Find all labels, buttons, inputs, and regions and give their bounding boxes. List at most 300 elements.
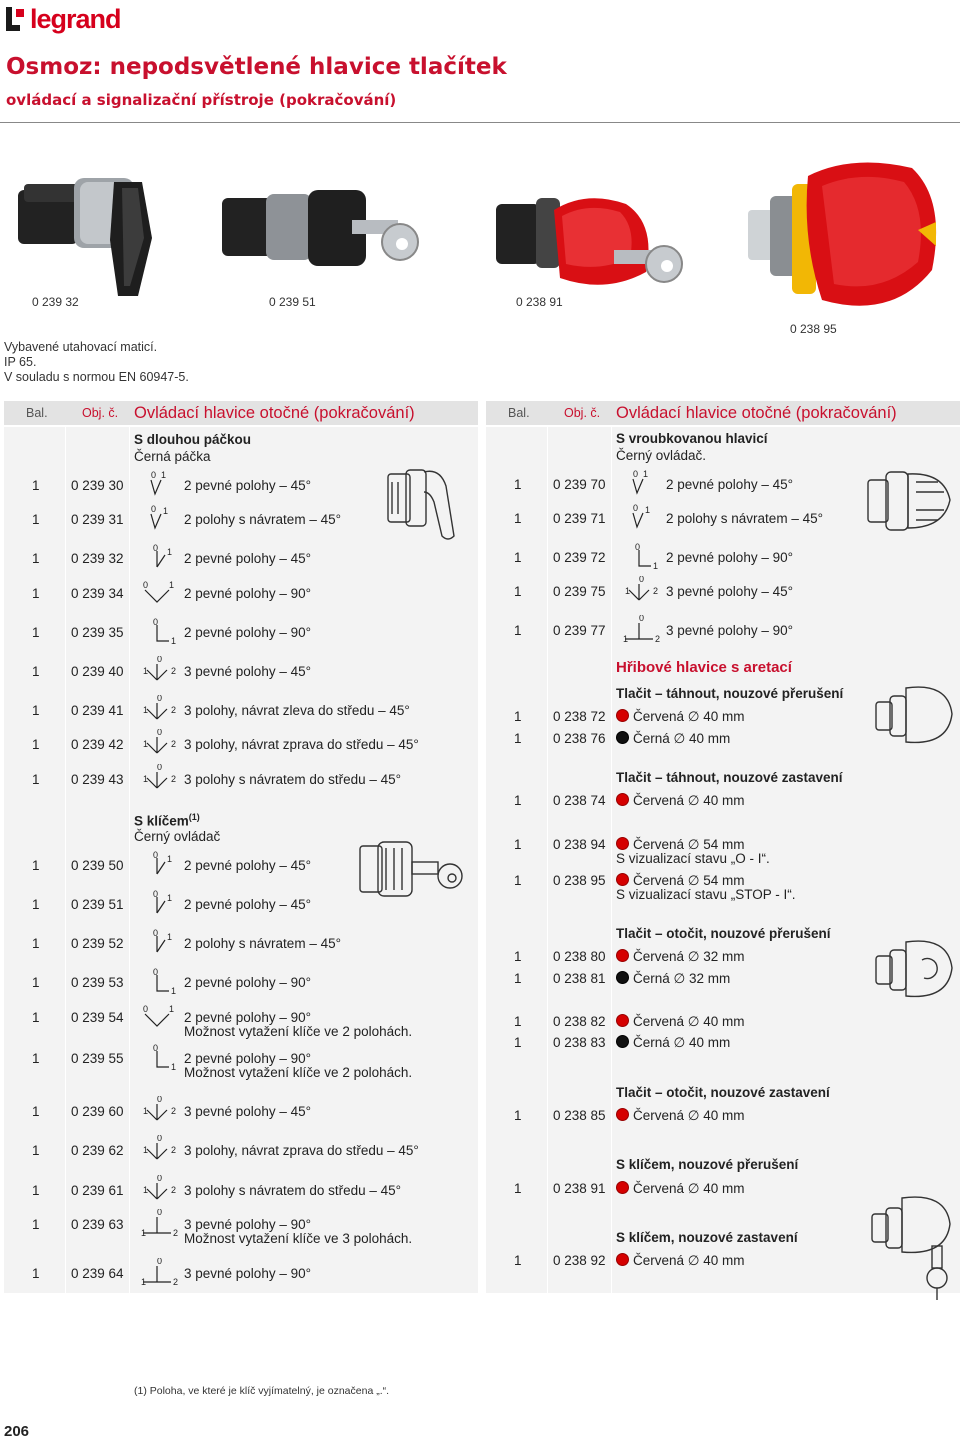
symbol-lines — [639, 550, 651, 566]
position-label: 1 — [143, 1145, 149, 1155]
position-symbol — [619, 542, 663, 570]
position-label: 1 — [143, 739, 149, 749]
row-description — [616, 731, 730, 747]
position-label: 0 — [153, 1043, 159, 1053]
position-label: 0 — [639, 615, 645, 623]
row-bal: 1 — [514, 1181, 522, 1196]
position-symbol — [137, 967, 181, 995]
row-description: 2 pevné polohy – 45° — [184, 551, 311, 566]
position-symbol — [137, 1135, 181, 1163]
position-label: 2 — [173, 1228, 179, 1237]
page-title: Osmoz: nepodsvětlené hlavice tlačítek — [6, 54, 507, 80]
col-separator — [65, 427, 66, 1293]
symbol-lines — [147, 664, 167, 680]
position-label: 0 — [153, 967, 159, 977]
row-bal: 1 — [514, 949, 522, 964]
row-code: 0 239 62 — [71, 1143, 124, 1158]
row-bal: 1 — [32, 858, 40, 873]
row-bal: 1 — [32, 478, 40, 493]
row-code: 0 239 55 — [71, 1051, 124, 1066]
position-label: 1 — [167, 893, 173, 903]
row-bal: 1 — [32, 772, 40, 787]
right-table-header — [486, 401, 960, 425]
photo-code-label: 0 239 32 — [32, 295, 79, 309]
row-bal: 1 — [514, 793, 522, 808]
mushroom-section-title: Hřibové hlavice s aretací — [616, 659, 792, 676]
row-description — [616, 971, 730, 987]
row-description: 2 pevné polohy – 90° — [666, 550, 793, 565]
row-bal: 1 — [32, 664, 40, 679]
row-bal: 1 — [514, 1253, 522, 1268]
red-dot-icon — [616, 873, 629, 886]
row-code: 0 238 85 — [553, 1108, 606, 1123]
row-description: 3 pevné polohy – 90° — [184, 1217, 311, 1232]
symbol-lines — [157, 975, 169, 991]
photo-code-label: 0 238 91 — [516, 295, 563, 309]
row-bal: 1 — [514, 971, 522, 986]
symbol-lines — [157, 551, 165, 567]
symbol-lines — [157, 936, 165, 952]
row-bal: 1 — [514, 1035, 522, 1050]
col-separator — [611, 427, 612, 1293]
row-bal: 1 — [514, 550, 522, 565]
legrand-logo-text: legrand — [30, 3, 121, 34]
position-label: 1 — [141, 1228, 147, 1237]
position-label: 1 — [645, 505, 651, 515]
row-bal: 1 — [32, 936, 40, 951]
row-description: 3 pevné polohy – 45° — [666, 584, 793, 599]
group-title: S klíčem, nouzové přerušení — [616, 1157, 799, 1172]
position-label: 1 — [167, 932, 173, 942]
drawing-mushroom-twist — [874, 934, 954, 1009]
position-symbol — [619, 615, 663, 643]
col-header-obj: Obj. č. — [82, 406, 119, 420]
row-description — [616, 1253, 745, 1269]
row-description-text: Červená ∅ 40 mm — [633, 1108, 745, 1123]
row-description-text: Červená ∅ 40 mm — [633, 1181, 745, 1196]
row-description: 3 polohy, návrat zprava do středu – 45° — [184, 1143, 419, 1158]
red-dot-icon — [616, 1253, 629, 1266]
row-code: 0 239 64 — [71, 1266, 124, 1281]
row-code: 0 238 92 — [553, 1253, 606, 1268]
intro-text — [4, 340, 189, 385]
group-title: Tlačit – otočit, nouzové zastavení — [616, 1085, 830, 1100]
row-code: 0 238 76 — [553, 731, 606, 746]
photo-code-label: 0 238 95 — [790, 322, 837, 336]
position-label: 1 — [143, 666, 149, 676]
symbol-lines — [157, 1051, 169, 1067]
row-bal: 1 — [32, 551, 40, 566]
row-bal: 1 — [32, 897, 40, 912]
row-bal: 1 — [32, 737, 40, 752]
row-description — [616, 949, 745, 965]
position-symbol — [619, 576, 663, 604]
position-label: 0 — [639, 576, 645, 584]
symbol-lines — [143, 1217, 171, 1233]
row-description: 3 pevné polohy – 45° — [184, 1104, 311, 1119]
position-symbol — [137, 889, 181, 917]
row-code: 0 239 70 — [553, 477, 606, 492]
position-symbol — [137, 470, 181, 498]
black-dot-icon — [616, 1035, 629, 1048]
row-code: 0 239 41 — [71, 703, 124, 718]
intro-line: Vybavené utahovací maticí. — [4, 340, 158, 354]
group-title: S dlouhou páčkou — [134, 432, 251, 447]
position-label: 1 — [167, 547, 173, 557]
product-photo-mushroom-54 — [742, 160, 942, 325]
position-label: 2 — [171, 705, 177, 715]
row-description-text: Černá ∅ 40 mm — [633, 731, 731, 746]
row-bal: 1 — [514, 837, 522, 852]
intro-line: V souladu s normou EN 60947-5. — [4, 370, 189, 384]
position-label: 2 — [653, 586, 659, 596]
row-description-text: Červená ∅ 32 mm — [633, 949, 745, 964]
product-photo-key — [222, 190, 422, 295]
col-separator — [129, 427, 130, 1293]
position-symbol — [137, 729, 181, 757]
drawing-mushroom-pushpull — [874, 680, 954, 755]
position-label: 1 — [653, 561, 659, 570]
drawing-knurled-head — [864, 466, 954, 541]
symbol-lines — [157, 858, 165, 874]
row-code: 0 239 75 — [553, 584, 606, 599]
position-symbol — [137, 764, 181, 792]
position-symbol — [137, 850, 181, 878]
row-code: 0 239 63 — [71, 1217, 124, 1232]
position-label: 0 — [153, 889, 159, 899]
position-label: 0 — [157, 764, 163, 772]
position-label: 0 — [633, 469, 639, 479]
row-code: 0 238 81 — [553, 971, 606, 986]
position-label: 1 — [161, 470, 167, 480]
row-description — [616, 1181, 745, 1197]
row-code: 0 239 40 — [71, 664, 124, 679]
symbol-lines — [145, 590, 169, 602]
row-description: 2 polohy s návratem – 45° — [184, 512, 341, 527]
red-dot-icon — [616, 1108, 629, 1121]
position-label: 1 — [623, 634, 629, 643]
position-label: 0 — [143, 580, 149, 590]
photo-code-label: 0 239 51 — [269, 295, 316, 309]
row-description — [616, 1035, 730, 1051]
row-bal: 1 — [32, 1010, 40, 1025]
position-label: 1 — [169, 580, 175, 590]
row-bal: 1 — [514, 873, 522, 888]
red-dot-icon — [616, 837, 629, 850]
row-bal: 1 — [514, 731, 522, 746]
position-symbol — [137, 617, 181, 645]
row-code: 0 238 74 — [553, 793, 606, 808]
row-note: S vizualizací stavu „STOP - I“. — [616, 887, 796, 902]
position-label: 0 — [635, 542, 641, 552]
position-label: 0 — [157, 1209, 163, 1217]
position-label: 0 — [157, 1135, 163, 1143]
row-description-text: Červená ∅ 40 mm — [633, 1253, 745, 1268]
position-symbol — [137, 578, 181, 606]
position-symbol — [137, 1258, 181, 1286]
position-label: 0 — [157, 656, 163, 664]
position-label: 2 — [655, 634, 661, 643]
position-label: 1 — [171, 1062, 177, 1071]
row-bal: 1 — [32, 1183, 40, 1198]
page-subtitle: ovládací a signalizační přístroje (pokračování) — [6, 91, 397, 109]
row-code: 0 239 52 — [71, 936, 124, 951]
row-bal: 1 — [32, 1104, 40, 1119]
position-label: 1 — [625, 586, 631, 596]
red-dot-icon — [616, 949, 629, 962]
row-code: 0 238 83 — [553, 1035, 606, 1050]
row-code: 0 239 72 — [553, 550, 606, 565]
row-code: 0 239 42 — [71, 737, 124, 752]
footnote-ref: (1) — [188, 812, 200, 822]
position-label: 1 — [643, 469, 649, 479]
position-symbol — [137, 504, 181, 532]
row-code: 0 239 54 — [71, 1010, 124, 1025]
row-code: 0 238 91 — [553, 1181, 606, 1196]
col-header-bal: Bal. — [26, 406, 48, 420]
position-symbol — [137, 1209, 181, 1237]
row-description — [616, 1014, 745, 1030]
symbol-lines — [629, 584, 649, 600]
row-note: S vizualizací stavu „O - I“. — [616, 851, 770, 866]
row-code: 0 239 50 — [71, 858, 124, 873]
position-label: 1 — [171, 636, 177, 645]
row-description-text: Červená ∅ 54 mm — [633, 873, 745, 888]
row-description: 2 polohy s návratem – 45° — [666, 511, 823, 526]
row-code: 0 239 71 — [553, 511, 606, 526]
symbol-lines — [145, 1014, 169, 1026]
section-header: Ovládací hlavice otočné (pokračování) — [134, 403, 415, 422]
row-code: 0 238 80 — [553, 949, 606, 964]
group-title-text: S klíčem — [134, 813, 189, 829]
row-code: 0 238 94 — [553, 837, 606, 852]
position-label: 0 — [633, 503, 639, 513]
row-bal: 1 — [514, 1014, 522, 1029]
left-table-header — [4, 401, 478, 425]
position-symbol — [137, 1002, 181, 1030]
position-symbol — [137, 656, 181, 684]
position-label: 1 — [143, 774, 149, 784]
row-description-text: Červená ∅ 40 mm — [633, 793, 745, 808]
row-description: 2 pevné polohy – 90° — [184, 586, 311, 601]
row-code: 0 239 32 — [71, 551, 124, 566]
group-subtitle: Černá páčka — [134, 449, 211, 464]
row-description-text: Černá ∅ 32 mm — [633, 971, 731, 986]
row-description: 3 pevné polohy – 90° — [184, 1266, 311, 1281]
group-subtitle: Černý ovládač. — [616, 448, 707, 463]
position-label: 2 — [171, 1145, 177, 1155]
row-description-text: Černá ∅ 40 mm — [633, 1035, 731, 1050]
row-description: 2 pevné polohy – 90° — [184, 1010, 311, 1025]
row-description: 2 pevné polohy – 45° — [184, 478, 311, 493]
col-header-bal: Bal. — [508, 406, 530, 420]
row-description: 2 pevné polohy – 90° — [184, 1051, 311, 1066]
row-bal: 1 — [32, 703, 40, 718]
symbol-lines — [151, 480, 161, 494]
row-note: Možnost vytažení klíče ve 3 polohách. — [184, 1231, 413, 1246]
symbol-lines — [147, 1183, 167, 1199]
page-number: 206 — [4, 1423, 30, 1440]
symbol-lines — [147, 703, 167, 719]
row-code: 0 239 34 — [71, 586, 124, 601]
row-code: 0 238 95 — [553, 873, 606, 888]
position-symbol — [619, 469, 663, 497]
row-bal: 1 — [514, 1108, 522, 1123]
row-bal: 1 — [514, 584, 522, 599]
position-label: 0 — [157, 1175, 163, 1183]
symbol-lines — [625, 623, 653, 639]
row-code: 0 239 31 — [71, 512, 124, 527]
symbol-lines — [157, 897, 165, 913]
group-title: S klíčem, nouzové zastavení — [616, 1230, 798, 1245]
position-label: 2 — [171, 774, 177, 784]
position-label: 1 — [143, 705, 149, 715]
position-label: 0 — [151, 504, 157, 514]
position-symbol — [619, 503, 663, 531]
position-label: 0 — [151, 470, 157, 480]
symbol-lines — [147, 737, 167, 753]
row-description-text: Červená ∅ 54 mm — [633, 837, 745, 852]
row-description: 3 pevné polohy – 45° — [184, 664, 311, 679]
row-bal: 1 — [32, 1143, 40, 1158]
symbol-lines — [151, 514, 161, 528]
footnote: (1) Poloha, ve které je klíč vyjímatelný, je označena „.“. — [134, 1385, 390, 1397]
group-subtitle: Černý ovládač — [134, 829, 221, 844]
row-bal: 1 — [514, 477, 522, 492]
position-label: 0 — [153, 543, 159, 553]
red-dot-icon — [616, 1014, 629, 1027]
position-label: 0 — [153, 850, 159, 860]
black-dot-icon — [616, 731, 629, 744]
symbol-lines — [147, 1143, 167, 1159]
row-description: 2 pevné polohy – 90° — [184, 975, 311, 990]
row-code: 0 239 35 — [71, 625, 124, 640]
drawing-mushroom-key — [870, 1192, 954, 1307]
row-description: 3 polohy, návrat zleva do středu – 45° — [184, 703, 410, 718]
row-description: 3 polohy, návrat zprava do středu – 45° — [184, 737, 419, 752]
row-description: 2 pevné polohy – 45° — [184, 897, 311, 912]
group-title: Tlačit – otočit, nouzové přerušení — [616, 926, 831, 941]
row-code: 0 239 30 — [71, 478, 124, 493]
title-divider — [0, 122, 960, 123]
position-symbol — [137, 543, 181, 571]
position-label: 1 — [141, 1277, 147, 1286]
row-code: 0 239 77 — [553, 623, 606, 638]
legrand-logo-mark — [6, 7, 26, 31]
position-label: 0 — [143, 1004, 149, 1014]
row-description: 2 pevné polohy – 45° — [184, 858, 311, 873]
position-label: 0 — [157, 729, 163, 737]
group-title: Tlačit – táhnout, nouzové zastavení — [616, 770, 843, 785]
position-label: 1 — [143, 1185, 149, 1195]
group-title: Tlačit – táhnout, nouzové přerušení — [616, 686, 844, 701]
row-bal: 1 — [32, 1217, 40, 1232]
row-description — [616, 709, 745, 725]
position-symbol — [137, 1043, 181, 1071]
row-code: 0 239 60 — [71, 1104, 124, 1119]
product-photo-lever — [14, 168, 194, 308]
position-label: 0 — [153, 928, 159, 938]
symbol-lines — [143, 1266, 171, 1282]
position-symbol — [137, 1175, 181, 1203]
row-bal: 1 — [32, 1266, 40, 1281]
symbol-lines — [157, 625, 169, 641]
row-code: 0 238 72 — [553, 709, 606, 724]
row-description — [616, 1108, 745, 1124]
position-label: 1 — [143, 1106, 149, 1116]
position-label: 0 — [157, 695, 163, 703]
position-label: 1 — [163, 506, 169, 516]
position-label: 1 — [169, 1004, 175, 1014]
row-description-text: Červená ∅ 40 mm — [633, 709, 745, 724]
row-description: 2 polohy s návratem – 45° — [184, 936, 341, 951]
row-note: Možnost vytažení klíče ve 2 polohách. — [184, 1024, 413, 1039]
row-bal: 1 — [32, 512, 40, 527]
row-bal: 1 — [514, 511, 522, 526]
row-bal: 1 — [32, 975, 40, 990]
symbol-lines — [147, 772, 167, 788]
position-label: 2 — [173, 1277, 179, 1286]
position-label: 2 — [171, 1185, 177, 1195]
col-separator — [547, 427, 548, 1293]
row-description: 3 pevné polohy – 90° — [666, 623, 793, 638]
black-dot-icon — [616, 971, 629, 984]
row-code: 0 239 61 — [71, 1183, 124, 1198]
row-description: 2 pevné polohy – 45° — [666, 477, 793, 492]
row-description — [616, 793, 745, 809]
row-bal: 1 — [514, 623, 522, 638]
red-dot-icon — [616, 1181, 629, 1194]
intro-line: IP 65. — [4, 355, 37, 369]
row-code: 0 239 43 — [71, 772, 124, 787]
position-label: 1 — [171, 986, 177, 995]
legrand-logo — [6, 4, 121, 34]
row-description-text: Červená ∅ 40 mm — [633, 1014, 745, 1029]
position-label: 0 — [153, 617, 159, 627]
position-label: 2 — [171, 666, 177, 676]
position-symbol — [137, 1096, 181, 1124]
position-label: 2 — [171, 1106, 177, 1116]
row-bal: 1 — [32, 586, 40, 601]
row-bal: 1 — [32, 625, 40, 640]
position-label: 2 — [171, 739, 177, 749]
position-symbol — [137, 928, 181, 956]
symbol-lines — [147, 1104, 167, 1120]
symbol-lines — [633, 513, 643, 527]
row-code: 0 239 53 — [71, 975, 124, 990]
symbol-lines — [633, 479, 643, 493]
col-header-obj: Obj. č. — [564, 406, 601, 420]
section-header: Ovládací hlavice otočné (pokračování) — [616, 403, 897, 422]
row-description: 3 polohy s návratem do středu – 45° — [184, 772, 402, 787]
row-description: 2 pevné polohy – 90° — [184, 625, 311, 640]
position-symbol — [137, 695, 181, 723]
position-label: 1 — [167, 854, 173, 864]
red-dot-icon — [616, 709, 629, 722]
row-code: 0 238 82 — [553, 1014, 606, 1029]
drawing-lever-head — [384, 462, 466, 549]
group-title — [134, 812, 200, 829]
red-dot-icon — [616, 793, 629, 806]
row-description: 3 polohy s návratem do středu – 45° — [184, 1183, 402, 1198]
row-bal: 1 — [32, 1051, 40, 1066]
group-title: S vroubkovanou hlavicí — [616, 431, 768, 446]
position-label: 0 — [157, 1258, 163, 1266]
row-note: Možnost vytažení klíče ve 2 polohách. — [184, 1065, 413, 1080]
position-label: 0 — [157, 1096, 163, 1104]
drawing-key-head — [356, 838, 468, 907]
row-code: 0 239 51 — [71, 897, 124, 912]
